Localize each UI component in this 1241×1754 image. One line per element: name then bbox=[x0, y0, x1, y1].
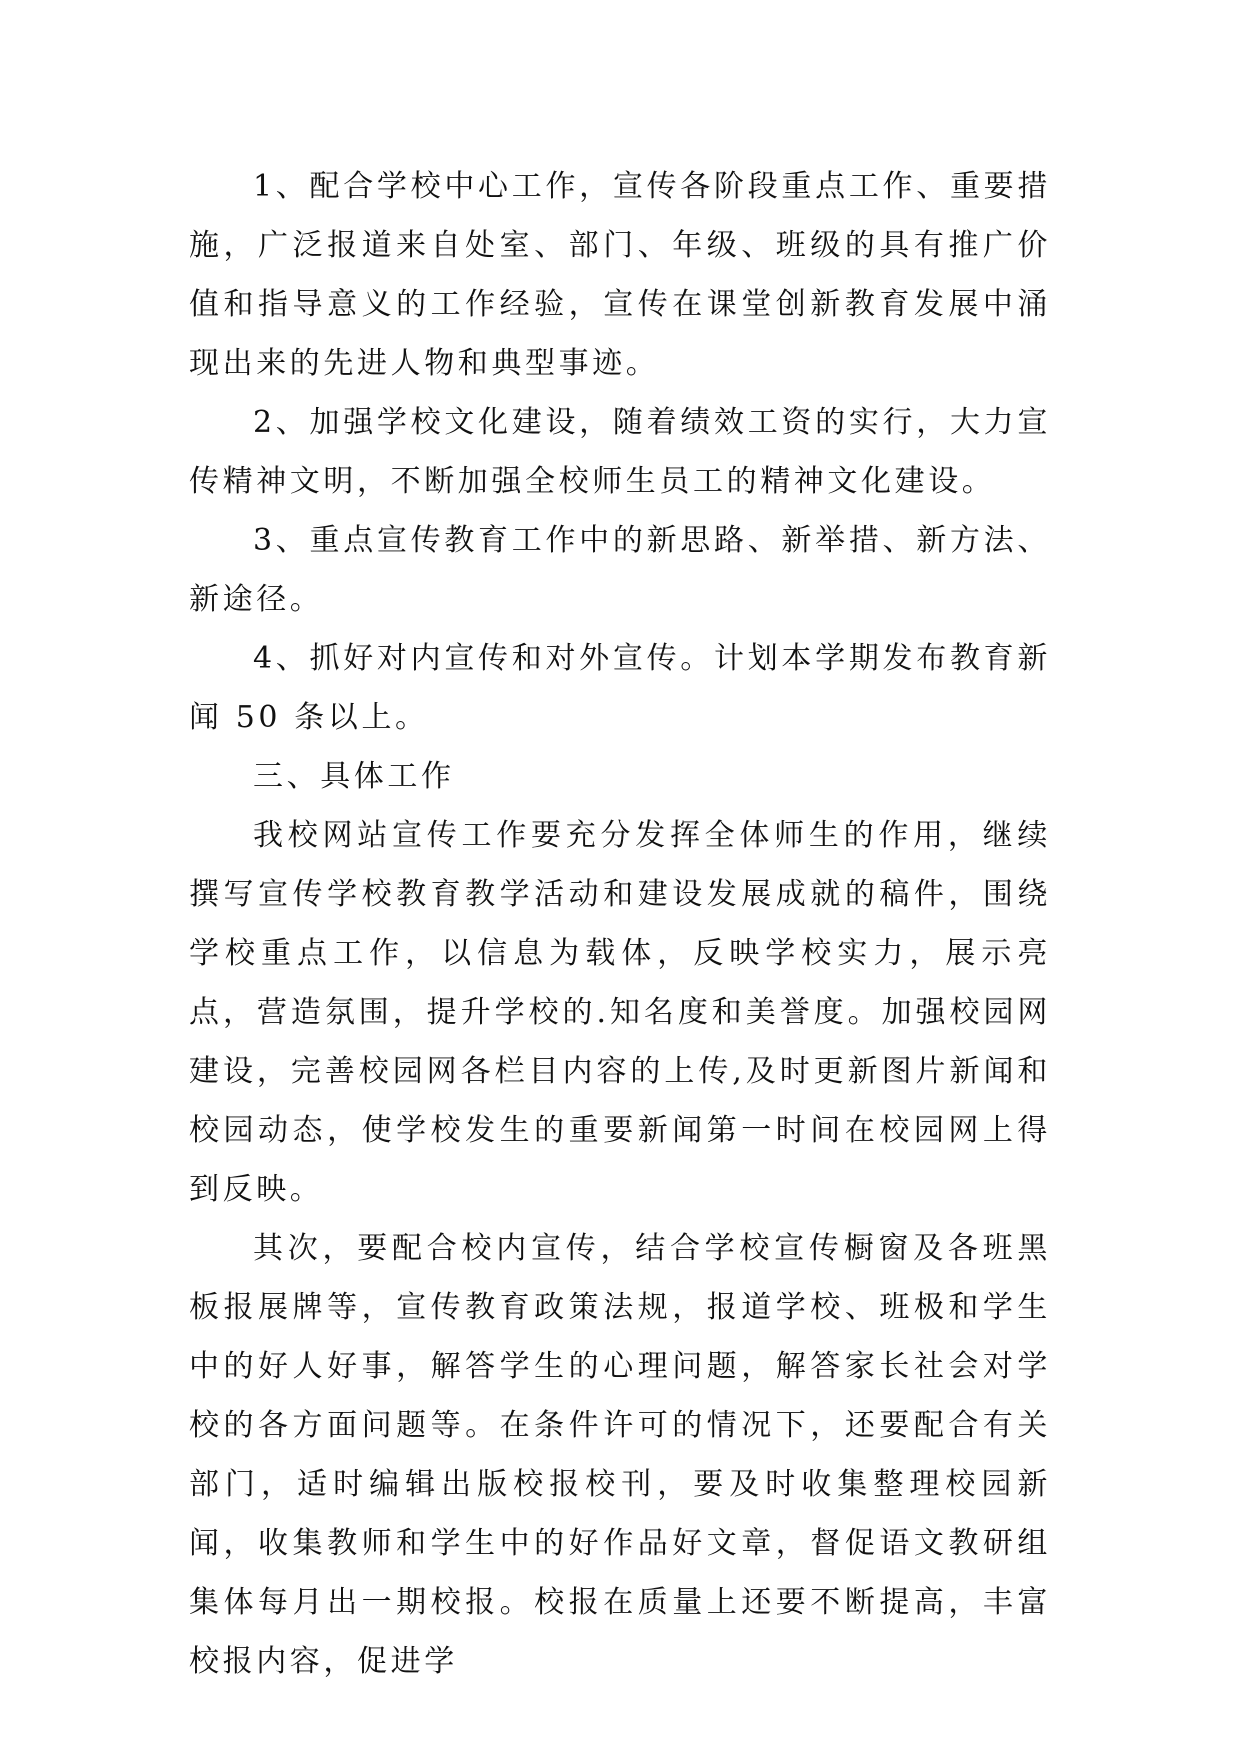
document-body bbox=[189, 157, 1051, 1691]
paragraph-item-4: 4、抓好对内宣传和对外宣传。计划本学期发布教育新闻 50 条以上。 bbox=[189, 641, 1051, 735]
paragraph-website-work: 我校网站宣传工作要充分发挥全体师生的作用，继续撰写宣传学校教育教学活动和建设发展成就的稿件，围绕学校重点工作，以信息为载体，反映学校实力，展示亮点，营造氛围，提升学校的.知名度和美誉度。加强校园网建设，完善校园网各栏目内容的上传,及时更新图片新闻和校园动态，使学校发生的重要新闻第一时间在校园网上得到反映。 bbox=[189, 818, 1051, 1207]
paragraph-item-3: 3、重点宣传教育工作中的新思路、新举措、新方法、新途径。 bbox=[189, 523, 1051, 617]
paragraph-item-1: 1、配合学校中心工作，宣传各阶段重点工作、重要措施，广泛报道来自处室、部门、年级、班级的具有推广价值和指导意义的工作经验，宣传在课堂创新教育发展中涌现出来的先进人物和典型事迹。 bbox=[189, 169, 1051, 381]
paragraph-item-2: 2、加强学校文化建设，随着绩效工资的实行，大力宣传精神文明，不断加强全校师生员工的精神文化建设。 bbox=[189, 405, 1051, 499]
section-heading: 三、具体工作 bbox=[253, 759, 455, 794]
paragraph-campus-publicity: 其次，要配合校内宣传，结合学校宣传橱窗及各班黑板报展牌等，宣传教育政策法规，报道学校、班极和学生中的好人好事，解答学生的心理问题，解答家长社会对学校的各方面问题等。在条件许可的情况下，还要配合有关部门，适时编辑出版校报校刊，要及时收集整理校园新闻，收集教师和学生中的好作品好文章，督促语文教研组集体每月出一期校报。校报在质量上还要不断提高，丰富校报内容，促进学 bbox=[189, 1231, 1051, 1679]
